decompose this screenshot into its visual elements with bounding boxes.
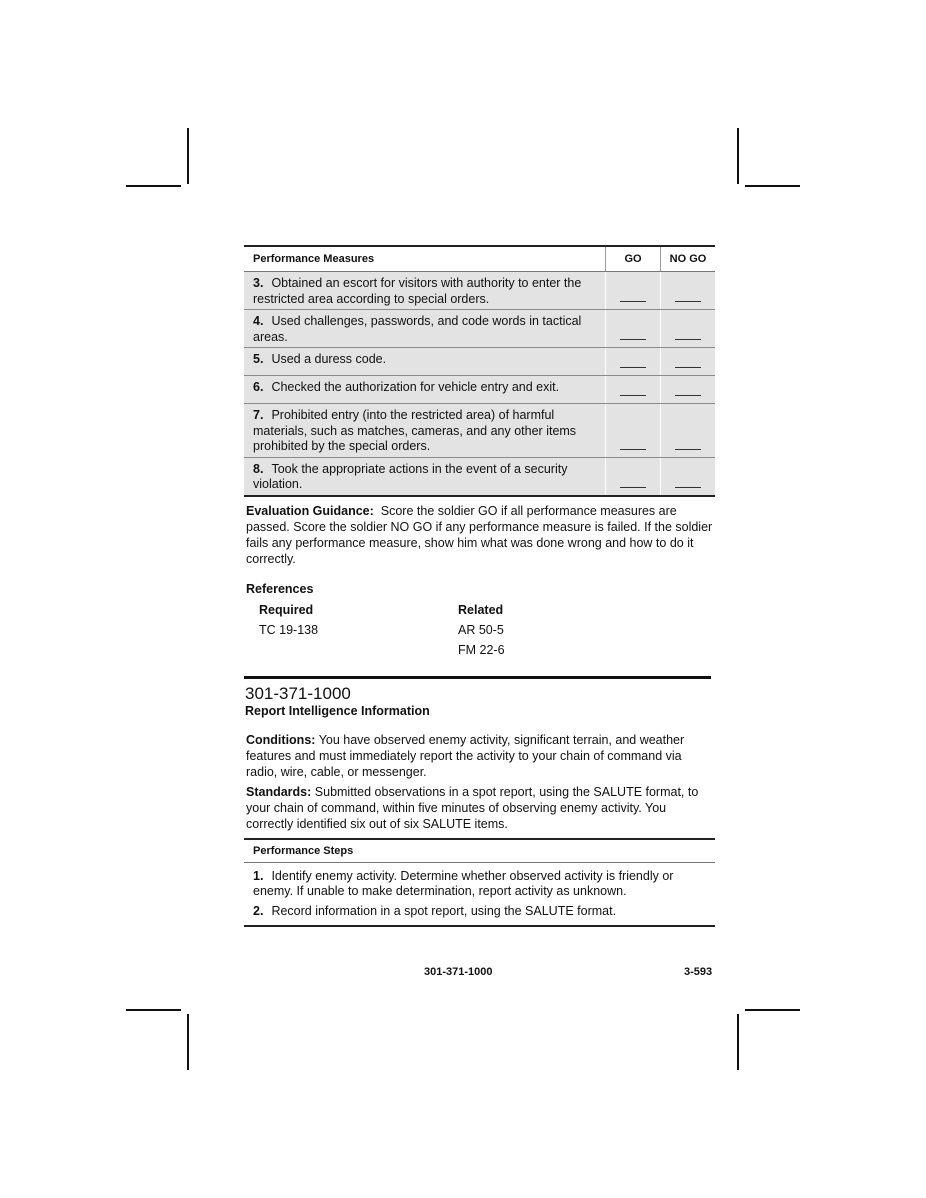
crop-mark [737,128,739,184]
measure-text: Used a duress code. [271,352,387,366]
task-title: Report Intelligence Information [245,703,430,718]
nogo-checkbox[interactable] [661,457,716,496]
standards-text: Submitted observations in a spot report, using the SALUTE format, to your chain of command, within five minutes of observing enemy activity. You correctly identified six out of six SALUTE items. [246,784,699,831]
go-checkbox[interactable] [606,348,661,376]
standards [246,784,715,832]
required-reference: TC 19-138 [259,622,319,637]
task-number: 301-371-1000 [245,683,351,703]
nogo-checkbox[interactable] [661,376,716,404]
nogo-checkbox[interactable] [661,348,716,376]
step-number: 2. [253,903,264,918]
standards-label: Standards: [246,784,312,799]
table-row [244,376,715,404]
crop-mark [745,1009,800,1011]
step-text: Identify enemy activity. Determine whether observed activity is friendly or enemy. If unable to make determination, report activity as unknown. [253,868,674,898]
table-row [244,310,715,348]
conditions [246,732,715,780]
header-performance-measures: Performance Measures [244,246,606,272]
measure-text: Used challenges, passwords, and code words in tactical areas. [253,314,582,344]
performance-measures-table [244,245,715,497]
related-reference: FM 22-6 [458,642,505,657]
measure-text: Prohibited entry (into the restricted area) of harmful materials, such as matches, cameras, and any other items prohibited by the special orders. [253,408,577,453]
measure-text: Obtained an escort for visitors with authority to enter the restricted area according to special orders. [253,276,582,306]
crop-mark [126,185,181,187]
go-checkbox[interactable] [606,272,661,310]
step-number: 1. [253,868,264,883]
section-divider [244,676,711,679]
go-checkbox[interactable] [606,376,661,404]
measure-number: 5. [253,352,264,366]
list-item [244,869,715,900]
go-checkbox[interactable] [606,310,661,348]
footer-task-number: 301-371-1000 [424,966,493,978]
crop-mark [737,1014,739,1070]
page-content [244,245,715,927]
evaluation-guidance [246,503,715,567]
related-label: Related [458,602,504,617]
measure-number: 4. [253,314,264,328]
nogo-checkbox[interactable] [661,404,716,458]
measure-text: Took the appropriate actions in the event of a security violation. [253,461,568,491]
measure-number: 7. [253,408,264,422]
conditions-label: Conditions: [246,732,316,747]
measure-number: 6. [253,380,264,394]
header-nogo: NO GO [661,246,716,272]
measure-text: Checked the authorization for vehicle entry and exit. [271,380,560,394]
step-text: Record information in a spot report, using the SALUTE format. [271,903,617,918]
table-row [244,457,715,496]
crop-mark [187,1014,189,1070]
performance-steps-list [244,863,715,928]
nogo-checkbox[interactable] [661,310,716,348]
go-checkbox[interactable] [606,404,661,458]
list-item [244,904,715,920]
evaluation-label: Evaluation Guidance: [246,503,374,518]
references-heading: References [246,581,314,596]
table-row [244,272,715,310]
table-row [244,348,715,376]
go-checkbox[interactable] [606,457,661,496]
footer-page-number: 3-593 [684,966,713,978]
header-go: GO [606,246,661,272]
measure-number: 3. [253,276,264,290]
measure-number: 8. [253,461,264,476]
performance-steps-header: Performance Steps [244,838,715,863]
conditions-text: You have observed enemy activity, significant terrain, and weather features and must immediately report the activity to your chain of command via radio, wire, cable, or messenger. [246,732,685,779]
required-label: Required [259,602,314,617]
crop-mark [187,128,189,184]
crop-mark [126,1009,181,1011]
crop-mark [745,185,800,187]
nogo-checkbox[interactable] [661,272,716,310]
related-reference: AR 50-5 [458,622,504,637]
references-list [244,600,715,662]
evaluation-text: Score the soldier GO if all performance measures are passed. Score the soldier NO GO if any performance measure is failed. If the soldier fails any performance measure, show him what was done wrong and how to do it correctly. [246,503,713,566]
table-row [244,404,715,458]
